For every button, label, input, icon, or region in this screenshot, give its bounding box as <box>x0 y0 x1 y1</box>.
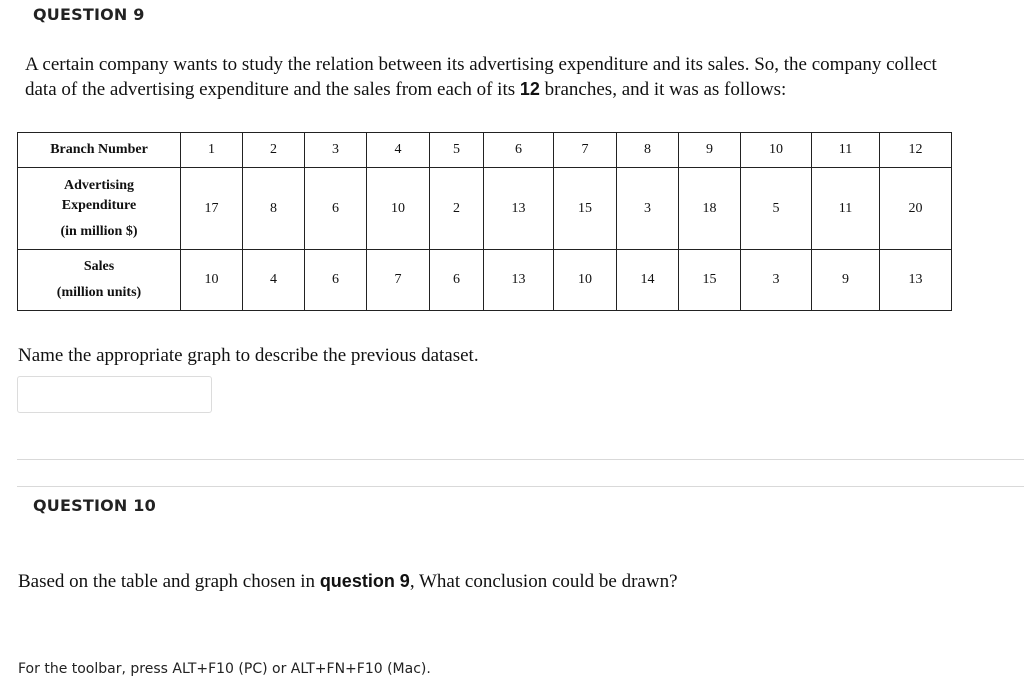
prompt-text: Based on the table and graph chosen in <box>18 571 320 592</box>
sales-cell: 6 <box>430 250 484 311</box>
advertising-cell: 8 <box>243 168 305 250</box>
branch-number-cell: 10 <box>741 133 812 168</box>
sales-cell: 6 <box>305 250 367 311</box>
sales-cell: 13 <box>484 250 554 311</box>
branch-number-cell: 3 <box>305 133 367 168</box>
branch-row <box>18 133 952 168</box>
branch-number-cell: 5 <box>430 133 484 168</box>
advertising-label-line: Expenditure <box>61 197 137 213</box>
divider <box>17 486 1024 487</box>
advertising-cell: 2 <box>430 168 484 250</box>
sales-row <box>18 250 952 311</box>
sales-cell: 3 <box>741 250 812 311</box>
advertising-cell: 11 <box>812 168 880 250</box>
advertising-cell: 15 <box>554 168 617 250</box>
prompt-text: , What conclusion could be drawn? <box>409 571 678 592</box>
sales-cell: 10 <box>554 250 617 311</box>
divider <box>17 459 1024 460</box>
branch-number-cell: 11 <box>812 133 880 168</box>
branch-number-cell: 2 <box>243 133 305 168</box>
intro-line-2 <box>25 77 1024 102</box>
advertising-label-line: Advertising <box>64 177 134 193</box>
branch-count: 12 <box>519 79 540 99</box>
question-9-prompt: Name the appropriate graph to describe the previous dataset. <box>18 345 479 366</box>
sales-cell: 15 <box>679 250 741 311</box>
branch-number-cell: 12 <box>880 133 952 168</box>
advertising-cell: 18 <box>679 168 741 250</box>
question-9-answer-input[interactable] <box>17 376 212 413</box>
question-10-heading: QUESTION 10 <box>33 496 156 515</box>
branch-number-cell: 9 <box>679 133 741 168</box>
branch-label: Branch Number <box>18 133 181 168</box>
toolbar-hint: For the toolbar, press ALT+F10 (PC) or ALT+FN+F10 (Mac). <box>18 661 431 677</box>
intro-text: branches, and it was as follows: <box>539 79 787 100</box>
question-9-intro <box>25 52 1024 102</box>
sales-cell: 14 <box>617 250 679 311</box>
advertising-cell: 6 <box>305 168 367 250</box>
sales-cell: 13 <box>880 250 952 311</box>
advertising-cell: 13 <box>484 168 554 250</box>
sales-cell: 10 <box>181 250 243 311</box>
branch-number-cell: 6 <box>484 133 554 168</box>
intro-line-1: A certain company wants to study the relation between its advertising expenditure and its sales. So, the company collect <box>25 54 937 75</box>
advertising-cell: 5 <box>741 168 812 250</box>
sales-label-unit: (million units) <box>56 285 142 300</box>
advertising-label <box>18 168 181 250</box>
advertising-cell: 10 <box>367 168 430 250</box>
sales-label <box>18 250 181 311</box>
data-table <box>17 132 952 311</box>
advertising-cell: 3 <box>617 168 679 250</box>
question-10-prompt <box>18 571 678 593</box>
sales-cell: 9 <box>812 250 880 311</box>
sales-cell: 4 <box>243 250 305 311</box>
advertising-label-unit: (in million $) <box>60 223 138 239</box>
sales-cell: 7 <box>367 250 430 311</box>
advertising-cell: 20 <box>880 168 952 250</box>
advertising-cell: 17 <box>181 168 243 250</box>
branch-number-cell: 7 <box>554 133 617 168</box>
question-reference: question 9 <box>319 571 410 591</box>
branch-number-cell: 1 <box>181 133 243 168</box>
branch-number-cell: 4 <box>367 133 430 168</box>
sales-label-line: Sales <box>83 259 115 274</box>
advertising-row <box>18 168 952 250</box>
intro-text: data of the advertising expenditure and the sales from each of its <box>25 79 520 100</box>
question-9-heading: QUESTION 9 <box>33 5 145 24</box>
branch-number-cell: 8 <box>617 133 679 168</box>
